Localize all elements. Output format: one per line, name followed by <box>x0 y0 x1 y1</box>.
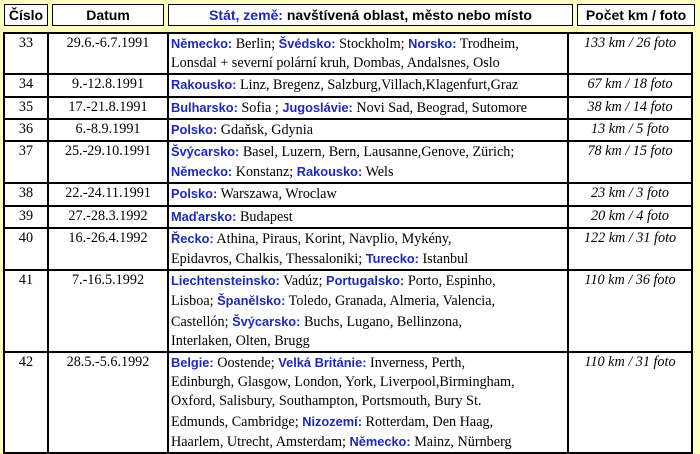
place-text: Trodheim, <box>456 36 519 52</box>
trip-km-photos: 38 km / 14 foto <box>568 97 692 119</box>
country-name: Švýcarsko: <box>171 144 240 160</box>
header-km <box>577 4 695 26</box>
trip-km-photos: 20 km / 4 foto <box>568 206 692 228</box>
trip-number: 40 <box>4 228 48 270</box>
table-row <box>4 228 692 270</box>
place-text: Istanbul <box>418 251 469 268</box>
place-line <box>171 229 565 249</box>
place-text: Vadúz; <box>279 273 327 290</box>
table-row <box>4 97 692 119</box>
trip-places <box>168 352 568 453</box>
place-text: Lonsdal + severní polární kruh, Dombas, Andalsnes, Oslo <box>171 55 500 72</box>
place-text: Basel, Luzern, Bern, Lausanne,Genove, Zürich; <box>239 144 515 161</box>
place-text: Castellón; <box>171 313 233 330</box>
header-place-label-rest: navštívená oblast, město nebo místo <box>282 7 532 23</box>
place-line <box>171 142 565 162</box>
table-row <box>4 352 692 453</box>
place-line <box>171 392 565 411</box>
place-line <box>171 184 565 204</box>
trip-places <box>168 270 568 352</box>
trip-km-photos: 110 km / 31 foto <box>568 352 692 453</box>
place-line <box>171 312 565 332</box>
country-name: Jugoslávie: <box>282 99 353 115</box>
header-number-label: Číslo <box>8 7 44 23</box>
trip-number: 34 <box>4 74 48 96</box>
table-row <box>4 119 692 141</box>
trip-number: 39 <box>4 206 48 228</box>
trip-date: 27.-28.3.1992 <box>48 206 168 228</box>
place-line <box>171 98 565 118</box>
country-name: Německo: <box>349 433 411 449</box>
trips-table <box>3 32 693 454</box>
place-text: Mainz, Nürnberg <box>410 433 512 450</box>
place-line <box>171 353 565 373</box>
trip-km-photos: 13 km / 5 foto <box>568 119 692 141</box>
country-name: Belgie: <box>171 355 214 371</box>
place-text: Interlaken, Olten, Brugg <box>171 332 310 349</box>
header-place <box>168 4 573 26</box>
trip-date: 22.-24.11.1991 <box>48 183 168 205</box>
country-name: Švýcarsko: <box>232 313 301 329</box>
place-text: Konstanz; <box>232 164 297 181</box>
trip-date: 25.-29.10.1991 <box>48 141 168 183</box>
place-line <box>171 412 565 432</box>
place-text: Oxford, Salisbury, Southampton, Portsmouth, Bury St. <box>171 393 482 410</box>
trip-number: 42 <box>4 352 48 453</box>
country-name: Portugalsko: <box>326 273 405 289</box>
place-text: Budapest <box>236 208 293 225</box>
country-name: Polsko: <box>171 186 218 202</box>
header-km-label: Počet km / foto <box>585 7 687 23</box>
place-text: Inverness, Perth, <box>366 355 466 372</box>
place-text: Epidavros, Chalkis, Thessaloniki; <box>171 251 366 268</box>
place-line <box>171 249 565 269</box>
trip-date: 6.-8.9.1991 <box>48 119 168 141</box>
trip-number: 36 <box>4 119 48 141</box>
place-line <box>171 332 565 351</box>
place-text: Warszawa, Wroclaw <box>217 186 337 203</box>
trip-date: 28.5.-5.6.1992 <box>48 352 168 453</box>
table-row <box>4 270 692 352</box>
country-name: Rakousko: <box>296 164 363 180</box>
country-name: Německo: <box>171 164 233 180</box>
country-name: Bulharsko: <box>171 99 238 115</box>
place-text: Lisboa; <box>171 293 218 310</box>
country-name: Velká Británie: <box>278 355 367 371</box>
place-text: Haarlem, Utrecht, Amsterdam; <box>171 433 350 450</box>
trip-places <box>168 119 568 141</box>
place-line <box>171 54 565 73</box>
place-text: Wels <box>362 164 394 181</box>
place-text: Edmunds, Cambridge; <box>171 413 303 430</box>
place-line <box>171 34 565 54</box>
place-text: Novi Sad, Beograd, Sutomore <box>352 99 527 116</box>
trip-km-photos: 122 km / 31 foto <box>568 228 692 270</box>
place-text: Linz, Bregenz, Salzburg,Villach,Klagenfurt,Graz <box>236 77 519 94</box>
header-row <box>0 4 700 28</box>
trip-km-photos: 78 km / 15 foto <box>568 141 692 183</box>
header-date-label: Datum <box>86 7 130 23</box>
place-text: Sofia ; <box>237 99 283 116</box>
country-name: Turecko: <box>365 251 419 267</box>
place-text: Berlin; <box>232 36 279 52</box>
trip-km-photos: 110 km / 36 foto <box>568 270 692 352</box>
place-text: Oostende; <box>213 355 279 372</box>
country-name: Liechtensteinsko: <box>171 273 280 289</box>
trip-km-photos: 133 km / 26 foto <box>568 33 692 74</box>
trip-places <box>168 183 568 205</box>
country-name: Německo: <box>171 36 233 51</box>
place-text: Buchs, Lugano, Bellinzona, <box>300 313 462 330</box>
place-text: Athina, Piraus, Korint, Navplio, Mykény, <box>213 230 452 247</box>
place-text: Edinburgh, Glasgow, London, York, Liverpool,Birmingham, <box>171 374 515 391</box>
place-text: Porto, Espinho, <box>404 273 496 290</box>
place-line <box>171 271 565 291</box>
country-name: Nizozemí: <box>302 413 362 429</box>
trip-date: 29.6.-6.7.1991 <box>48 33 168 74</box>
trip-places <box>168 74 568 96</box>
table-row <box>4 183 692 205</box>
trip-places <box>168 141 568 183</box>
country-name: Švédsko: <box>278 36 336 51</box>
table-row <box>4 33 692 74</box>
place-line <box>171 373 565 392</box>
trip-places <box>168 228 568 270</box>
trip-places <box>168 33 568 74</box>
trip-km-photos: 67 km / 18 foto <box>568 74 692 96</box>
header-date <box>52 4 164 26</box>
trip-date: 7.-16.5.1992 <box>48 270 168 352</box>
trip-places <box>168 97 568 119</box>
trip-number: 35 <box>4 97 48 119</box>
country-name: Polsko: <box>171 121 218 137</box>
trip-number: 38 <box>4 183 48 205</box>
place-text: Stockholm; <box>335 36 409 52</box>
header-place-label-country: Stát, země: <box>209 7 283 23</box>
country-name: Maďarsko: <box>171 208 237 224</box>
place-line <box>171 432 565 452</box>
place-line <box>171 291 565 311</box>
place-text: Gdaňsk, Gdynia <box>217 121 313 138</box>
country-name: Španělsko: <box>217 293 286 309</box>
trip-number: 33 <box>4 33 48 74</box>
trip-number: 41 <box>4 270 48 352</box>
header-number <box>4 4 48 26</box>
country-name: Řecko: <box>171 230 214 246</box>
table-row <box>4 141 692 183</box>
country-name: Norsko: <box>408 36 457 51</box>
place-text: Rotterdam, Den Haag, <box>361 413 494 430</box>
place-line <box>171 75 565 95</box>
trip-km-photos: 23 km / 3 foto <box>568 183 692 205</box>
place-line <box>171 120 565 140</box>
trips-table-body <box>4 33 692 453</box>
place-line <box>171 162 565 182</box>
trip-number: 37 <box>4 141 48 183</box>
trip-date: 9.-12.8.1991 <box>48 74 168 96</box>
trip-date: 16.-26.4.1992 <box>48 228 168 270</box>
place-line <box>171 207 565 227</box>
place-text: Toledo, Granada, Almeria, Valencia, <box>285 293 496 310</box>
country-name: Rakousko: <box>171 77 237 93</box>
trip-places <box>168 206 568 228</box>
table-row <box>4 74 692 96</box>
table-row <box>4 206 692 228</box>
trip-date: 17.-21.8.1991 <box>48 97 168 119</box>
